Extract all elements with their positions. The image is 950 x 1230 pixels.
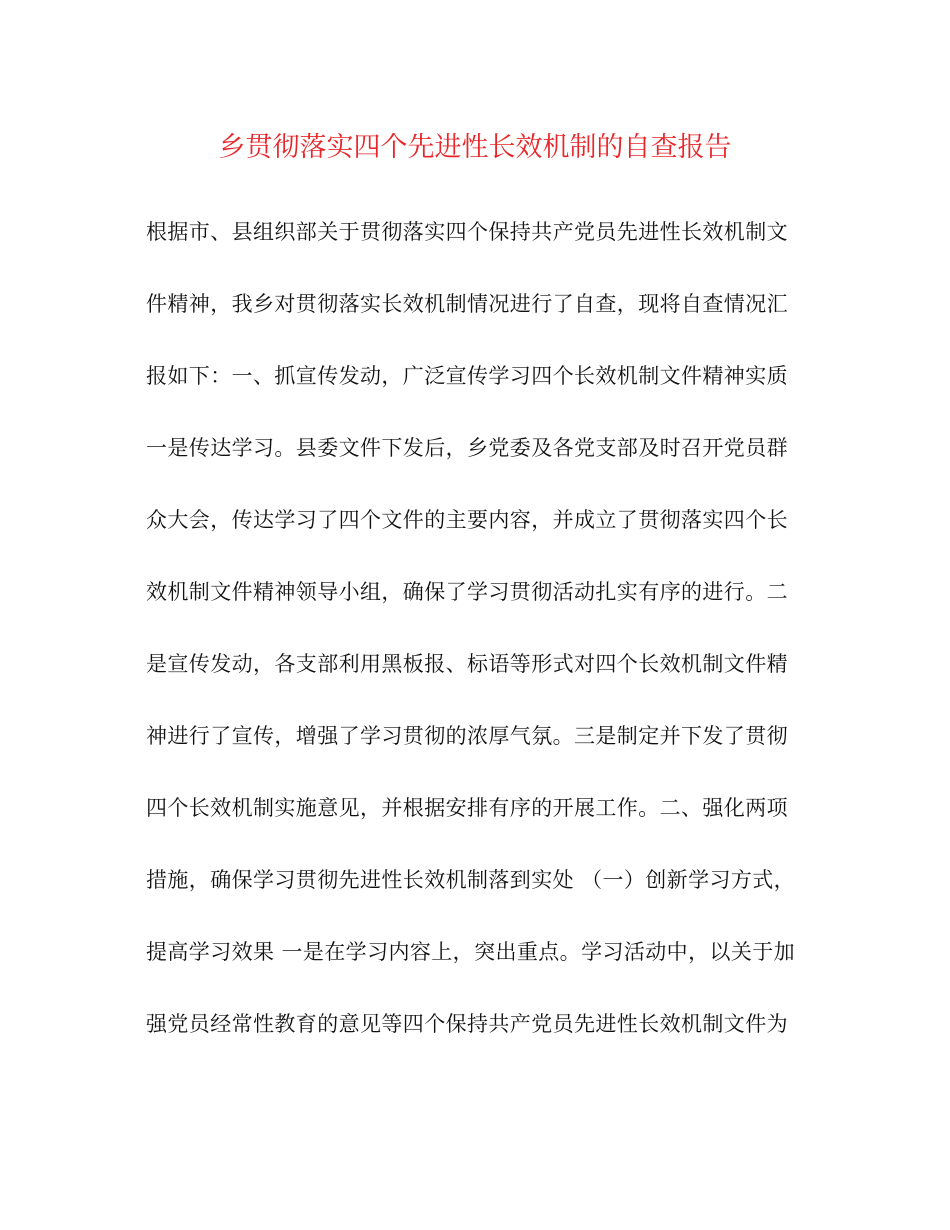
body-line-1: 根据市、县组织部关于贯彻落实四个保持共产党员先进性长效机制文 (146, 220, 788, 244)
body-line-12: 强党员经常性教育的意见等四个保持共产党员先进性长效机制文件为 (146, 1012, 788, 1036)
body-line-2: 件精神，我乡对贯彻落实长效机制情况进行了自查，现将自查情况汇 (146, 292, 788, 316)
document-body (146, 212, 816, 1076)
body-line-4: 一是传达学习。县委文件下发后，乡党委及各党支部及时召开党员群 (146, 436, 788, 460)
body-line-10: 措施，确保学习贯彻先进性长效机制落到实处 （一）创新学习方式， (146, 868, 796, 892)
body-line-6: 效机制文件精神领导小组，确保了学习贯彻活动扎实有序的进行。二 (146, 580, 788, 604)
body-line-9: 四个长效机制实施意见，并根据安排有序的开展工作。二、强化两项 (146, 796, 788, 820)
body-line-5: 众大会，传达学习了四个文件的主要内容，并成立了贯彻落实四个长 (146, 508, 788, 532)
body-line-11: 提高学习效果 一是在学习内容上，突出重点。学习活动中，以关于加 (146, 940, 796, 964)
document-title: 乡贯彻落实四个先进性长效机制的自查报告 (218, 132, 732, 163)
body-line-3: 报如下：一、抓宣传发动，广泛宣传学习四个长效机制文件精神实质 (146, 364, 788, 388)
body-line-8: 神进行了宣传，增强了学习贯彻的浓厚气氛。三是制定并下发了贯彻 (146, 724, 788, 748)
body-line-7: 是宣传发动，各支部利用黑板报、标语等形式对四个长效机制文件精 (146, 652, 788, 676)
